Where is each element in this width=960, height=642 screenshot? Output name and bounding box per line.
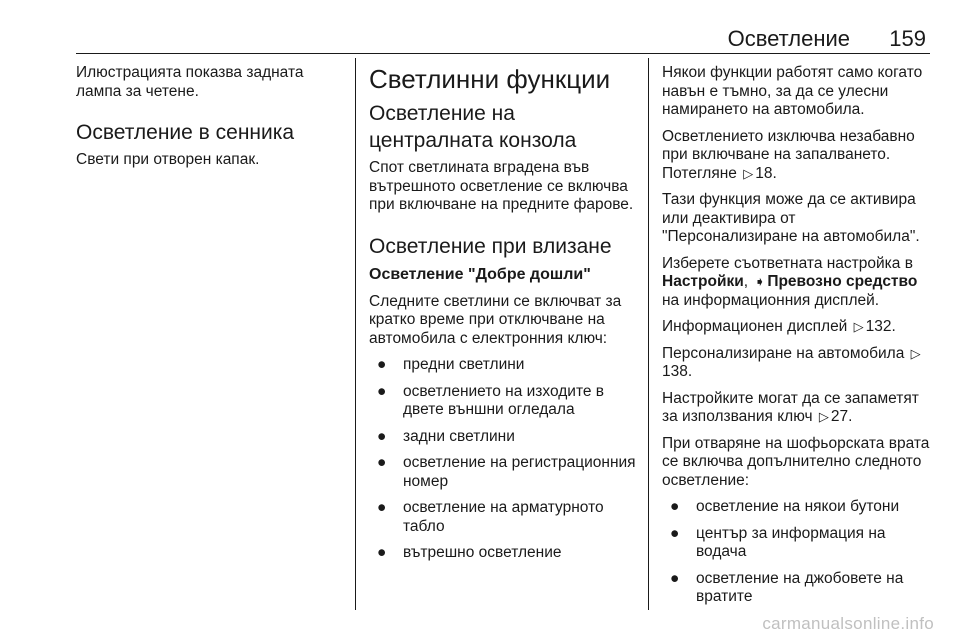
- intro-text: Илюстрацията показва задната лампа за четене.: [76, 64, 304, 100]
- list-item: ● център за информация на водача: [670, 524, 886, 560]
- key-memory-text: Настройките могат да се запаметят за използвания ключ ▷ 27.: [662, 389, 919, 425]
- info-display-ref: Информационен дисплей ▷ 132.: [662, 318, 896, 335]
- list-item: ● задни светлини: [377, 427, 515, 445]
- settings-path-text: Изберете съответната настройка в Настройки, ➧ Превозно средство на информационния дисплей.: [662, 254, 918, 309]
- menu-arrow-icon: ➧: [754, 274, 766, 289]
- welcome-light-text: Следните светлини се включват за кратко време при отключване на автомобила с електронния ключ:: [369, 292, 622, 347]
- menu-settings: Настройки: [662, 273, 744, 290]
- page-reference-icon: ▷: [853, 319, 864, 334]
- page-number: 159: [889, 26, 926, 51]
- list-item: ● осветление на някои бутони: [670, 498, 900, 515]
- list-item: ● предни светлини: [377, 356, 525, 373]
- page-header: [76, 22, 930, 54]
- bullet-icon: ●: [377, 356, 387, 373]
- dark-only-text: Някои функции работят само когато навън е тъмно, за да се улесни намирането на автомобила.: [662, 64, 923, 118]
- heading-welcome-light: Осветление "Добре дошли": [369, 265, 591, 283]
- page-reference[interactable]: 18.: [755, 164, 777, 182]
- column-divider: [355, 58, 356, 610]
- section-title: Осветление: [727, 26, 850, 51]
- list-item: ● осветление на джобовете на вратите: [670, 569, 904, 605]
- column-right: [662, 64, 934, 615]
- page-reference[interactable]: 138.: [662, 363, 693, 380]
- watermark: carmanualsonline.info: [762, 614, 934, 633]
- heading-entry-light: Осветление при влизане: [369, 234, 612, 258]
- personalisation-ref: Персонализиране на автомобила ▷138.: [662, 344, 921, 380]
- column-left: [76, 64, 346, 170]
- activation-text: Тази функция може да се активира или деактивира от "Персонализиране на автомобила".: [662, 191, 920, 245]
- page-reference-icon: ▷: [818, 409, 829, 424]
- bullet-icon: ●: [377, 382, 387, 400]
- bullet-icon: ●: [377, 499, 387, 516]
- list-item: ● осветление на регистрационния номер: [377, 454, 636, 490]
- page-reference[interactable]: 27.: [830, 408, 853, 425]
- page-reference-icon: ▷: [743, 165, 754, 181]
- bullet-icon: ●: [670, 524, 680, 542]
- list-item: ● осветлението на изходите в двете външни огледала: [377, 382, 605, 418]
- bullet-icon: ●: [670, 498, 680, 515]
- page-reference-icon: ▷: [910, 345, 921, 361]
- welcome-lights-list: [369, 356, 639, 563]
- heading-console-light: Осветление на централната конзола: [369, 102, 577, 152]
- menu-vehicle: Превозно средство: [767, 273, 918, 290]
- ignition-text: Осветлението изключва незабавно при включване на запалването. Потегляне ▷ 18.: [662, 127, 915, 182]
- list-item: ● осветление на арматурното табло: [377, 499, 604, 535]
- heading-visor-light: Осветление в сенника: [76, 121, 295, 144]
- bullet-icon: ●: [377, 454, 387, 471]
- chapter-title: Светлинни функции: [369, 64, 611, 94]
- column-divider: [648, 58, 649, 610]
- list-item: ● вътрешно осветление: [377, 544, 562, 561]
- header-divider: [76, 53, 930, 54]
- bullet-icon: ●: [377, 544, 387, 561]
- page-reference[interactable]: 132.: [865, 318, 896, 335]
- visor-light-text: Свети при отворен капак.: [76, 151, 260, 168]
- bullet-icon: ●: [377, 427, 387, 445]
- door-lights-list: [662, 498, 934, 607]
- column-middle: [369, 64, 639, 571]
- console-light-text: Спот светлината вградена във вътрешното осветление се включва при включване на предните фарове.: [369, 159, 634, 213]
- bullet-icon: ●: [670, 569, 680, 587]
- driver-door-text: При отваряне на шофьорската врата се включва допълнително следното осветление:: [662, 434, 930, 489]
